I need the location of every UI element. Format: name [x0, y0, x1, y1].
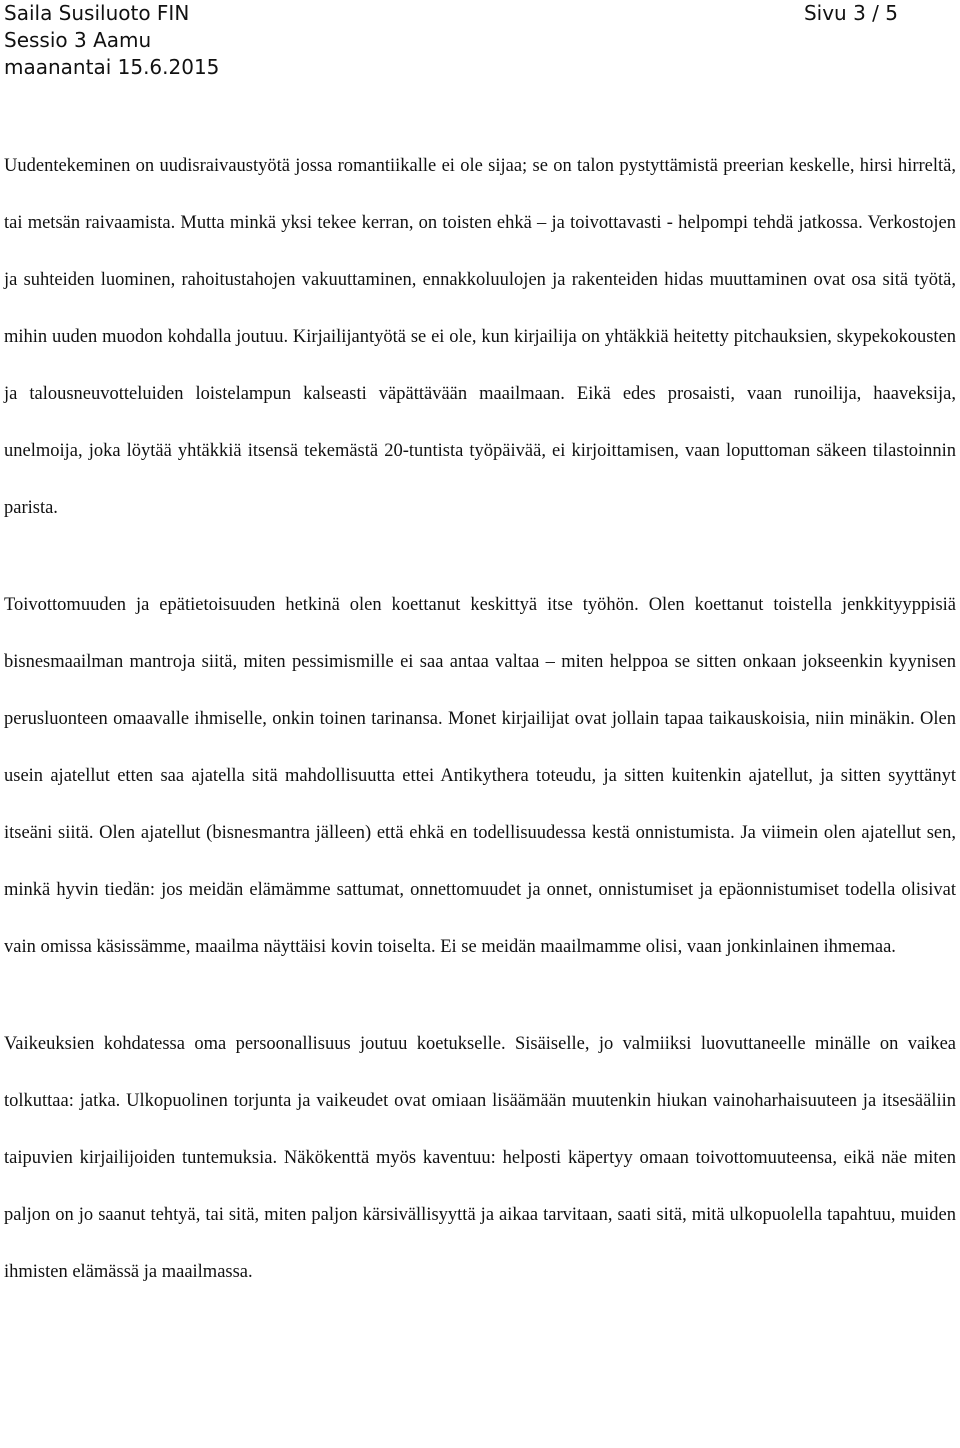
paragraph-1: Uudentekeminen on uudisraivaustyötä jossa romantiikalle ei ole sijaa; se on talon pystyttämistä preerian keskelle, hirsi hirreltä, tai metsän raivaamista. Mutta minkä yksi tekee kerran, on toisten ehkä – ja toivottavasti - helpompi tehdä jatkossa. Verkostojen ja suhteiden luominen, rahoitustahojen vakuuttaminen, ennakkoluulojen ja rakenteiden hidas muuttaminen ovat osa sitä työtä, mihin uuden muodon kohdalla joutuu. Kirjailijantyötä se ei ole, kun kirjailija on yhtäkkiä heitetty pitchauksien, skypekokousten ja talousneuvotteluiden loistelampun kalseasti väpättävään maailmaan. Eikä edes prosaisti, vaan runoilija, haaveksija, unelmoija, joka löytää yhtäkkiä itsensä tekemästä 20-tuntista työpäivää, ei kirjoittamisen, vaan loputtoman säkeen tilastoinnin parista.: [4, 156, 956, 518]
author-name: Saila Susiluoto FIN: [4, 1, 190, 25]
session-label: Sessio 3 Aamu: [4, 28, 152, 52]
paragraph-2: Toivottomuuden ja epätietoisuuden hetkinä olen koettanut keskittyä itse työhön. Olen koettanut toistella jenkkityyppisiä bisnesmaailman mantroja siitä, miten pessimismille ei saa antaa valtaa – miten helppoa se sitten onkaan jokseenkin kyynisen perusluonteen omaavalle ihmiselle, onkin toinen tarinansa. Monet kirjailijat ovat jollain tapaa taikauskoisia, niin minäkin. Olen usein ajatellut etten saa ajatella sitä mahdollisuutta ettei Antikythera toteudu, ja sitten kuitenkin ajatellut, ja sitten syyttänyt itseäni siitä. Olen ajatellut (bisnesmantra jälleen) että ehkä en todellisuudessa kestä onnistumista. Ja viimein olen ajatellut sen, minkä hyvin tiedän: jos meidän elämämme sattumat, onnettomuudet ja onnet, onnistumiset ja epäonnistumiset todella olisivat vain omissa käsissämme, maailma näyttäisi kovin toiselta. Ei se meidän maailmamme olisi, vaan jonkinlainen ihmemaa.: [4, 595, 956, 957]
session-date: maanantai 15.6.2015: [4, 55, 220, 79]
document-body: [4, 138, 956, 1301]
page-header: [4, 0, 956, 81]
page-indicator: Sivu 3 / 5: [803, 1, 898, 25]
paragraph-3: Vaikeuksien kohdatessa oma persoonallisuus joutuu koetukselle. Sisäiselle, jo valmiiksi luovuttaneelle minälle on vaikea tolkuttaa: jatka. Ulkopuolinen torjunta ja vaikeudet ovat omiaan lisäämään muutenkin hiukan vainoharhaisuuteen ja itsesääliin taipuvien kirjailijoiden tuntemuksia. Näkökenttä myös kaventuu: helposti käpertyy omaan toivottomuuteensa, eikä näe miten paljon on jo saanut tehtyä, tai sitä, miten paljon kärsivällisyyttä ja aikaa tarvitaan, saati sitä, mitä ulkopuolella tapahtuu, muiden ihmisten elämässä ja maailmassa.: [4, 1034, 956, 1282]
